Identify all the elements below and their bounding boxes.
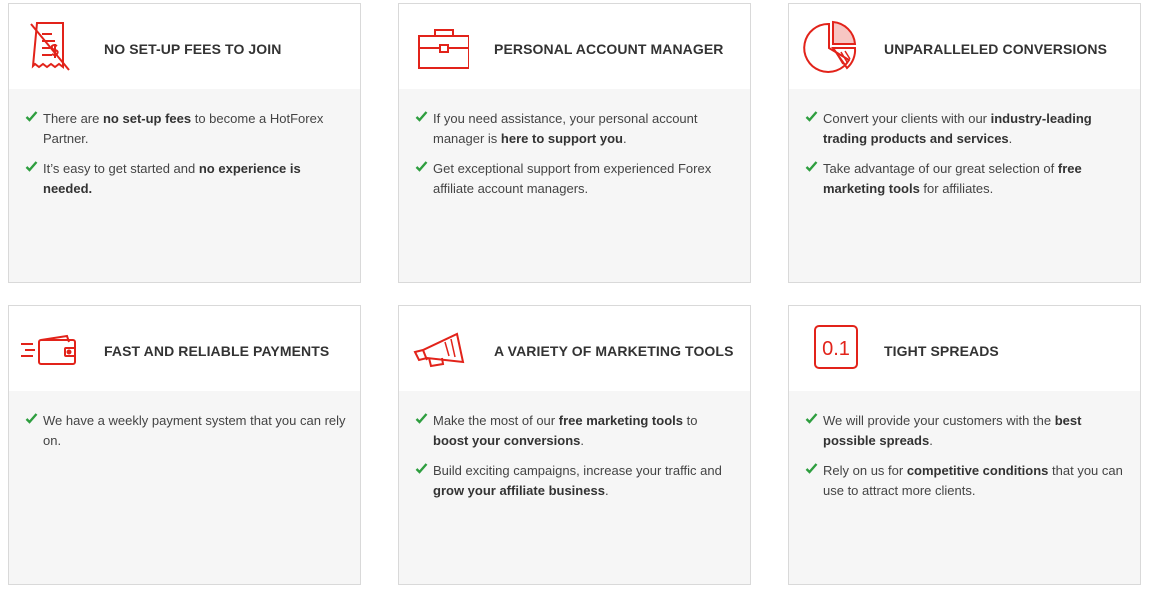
check-icon	[805, 160, 818, 173]
check-icon	[25, 160, 38, 173]
card-body	[399, 391, 750, 501]
item-emphasis: best possible spreads	[823, 413, 1082, 448]
card-title: A VARIETY OF MARKETING TOOLS	[494, 343, 734, 359]
item-text: to	[683, 413, 698, 428]
item-emphasis: free marketing tools	[823, 161, 1082, 196]
item-text: If you need assistance, your personal account manager is	[433, 111, 698, 146]
item-text: It’s easy to get started and	[43, 161, 199, 176]
list-item	[25, 411, 346, 451]
item-text: There are	[43, 111, 103, 126]
item-text: that you can use to attract more clients.	[823, 463, 1123, 498]
item-emphasis: free marketing tools	[558, 413, 683, 428]
list-item	[25, 109, 346, 149]
card-title: UNPARALLELED CONVERSIONS	[884, 41, 1108, 57]
item-emphasis: here to support you	[500, 131, 623, 146]
card-body	[399, 89, 750, 199]
item-text: We will provide your customers with the	[823, 413, 1055, 428]
list-item	[805, 109, 1126, 149]
feature-card-no-fees	[8, 3, 361, 283]
item-text: Rely on us for	[823, 463, 907, 478]
card-header	[789, 4, 1140, 89]
card-title: FAST AND RELIABLE PAYMENTS	[104, 343, 330, 359]
check-icon	[415, 412, 428, 425]
feature-card-spreads	[788, 305, 1141, 585]
check-icon	[25, 110, 38, 123]
item-emphasis: industry-leading trading products and services	[823, 111, 1092, 146]
card-body	[789, 391, 1140, 501]
megaphone-icon	[409, 320, 469, 378]
pie-chart-icon	[799, 18, 859, 76]
wallet-icon	[19, 320, 79, 378]
card-body	[789, 89, 1140, 199]
item-text: Make the most of our	[433, 413, 559, 428]
item-text: for affiliates.	[919, 181, 994, 196]
check-icon	[805, 412, 818, 425]
card-title: NO SET-UP FEES TO JOIN	[104, 41, 282, 57]
item-text: .	[929, 433, 933, 448]
item-text: .	[604, 483, 609, 498]
item-emphasis: competitive conditions	[906, 463, 1049, 478]
item-emphasis: boost your conversions	[433, 433, 581, 448]
item-text: .	[580, 433, 584, 448]
item-text: Convert your clients with our	[823, 111, 991, 126]
item-text: .	[1008, 131, 1013, 146]
feature-card-marketing-tools	[398, 305, 751, 585]
item-text: .	[622, 131, 627, 146]
item-emphasis: no experience is needed.	[43, 161, 301, 196]
check-icon	[805, 462, 818, 475]
item-text: Take advantage of our great selection of	[823, 161, 1058, 176]
no-fee-receipt-icon	[19, 18, 79, 76]
list-item	[415, 411, 736, 451]
item-emphasis: grow your affiliate business	[433, 483, 605, 498]
check-icon	[415, 462, 428, 475]
item-text: to become a HotForex Partner.	[43, 111, 324, 146]
item-text: We have a weekly payment system that you can rely on.	[43, 413, 346, 448]
list-item	[805, 411, 1126, 451]
card-body	[9, 391, 360, 451]
list-item	[415, 109, 736, 149]
feature-card-account-manager	[398, 3, 751, 283]
card-header	[399, 4, 750, 89]
feature-card-payments	[8, 305, 361, 585]
card-header	[9, 4, 360, 89]
card-title: PERSONAL ACCOUNT MANAGER	[494, 41, 724, 57]
card-title: TIGHT SPREADS	[884, 343, 999, 359]
card-body	[9, 89, 360, 199]
item-emphasis: no set-up fees	[102, 111, 192, 126]
check-icon	[805, 110, 818, 123]
check-icon	[415, 160, 428, 173]
briefcase-icon	[409, 18, 469, 76]
spread-value-icon	[799, 320, 859, 378]
check-icon	[25, 412, 38, 425]
feature-card-conversions	[788, 3, 1141, 283]
item-text: Get exceptional support from experienced Forex affiliate account managers.	[433, 161, 712, 196]
list-item	[805, 461, 1126, 501]
card-header	[399, 306, 750, 391]
list-item	[415, 159, 736, 199]
list-item	[415, 461, 736, 501]
spread-icon-text: 0.1	[822, 338, 850, 360]
check-icon	[415, 110, 428, 123]
card-header	[789, 306, 1140, 391]
item-text: Build exciting campaigns, increase your traffic and	[433, 463, 722, 478]
list-item	[805, 159, 1126, 199]
card-header	[9, 306, 360, 391]
list-item	[25, 159, 346, 199]
